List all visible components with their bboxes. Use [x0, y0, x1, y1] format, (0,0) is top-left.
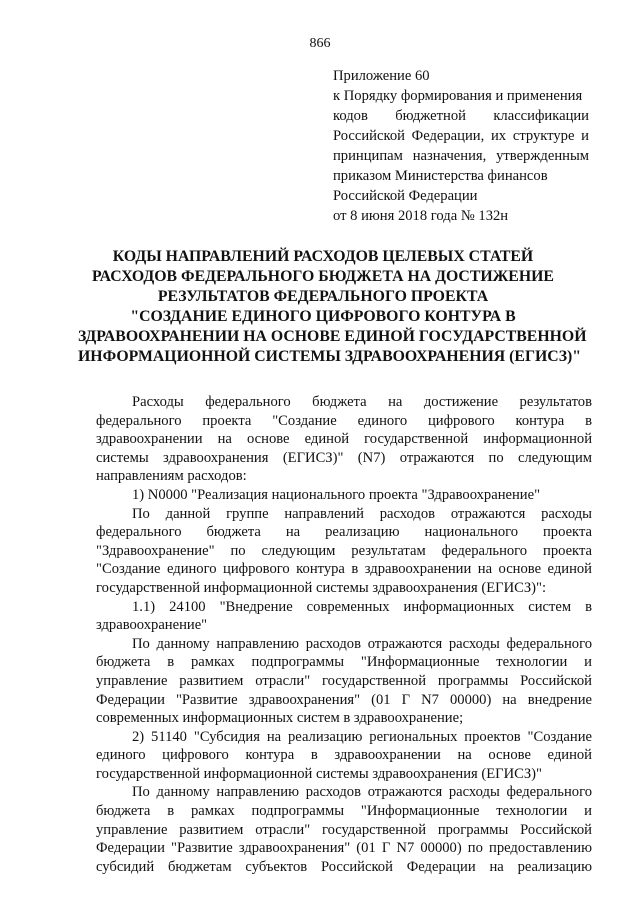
body-line: единого цифрового контура в здравоохранении на основе единой: [96, 747, 592, 764]
body-line: "Создание единого цифрового контура в здравоохранении на основе единой: [96, 561, 592, 578]
page-number: 866: [309, 36, 331, 51]
body-line: системы здравоохранения (ЕГИСЗ)" (N7) отражаются по следующим: [96, 449, 592, 466]
appendix-line: Российской Федерации, их структуре и: [333, 128, 589, 144]
title-line: ИНФОРМАЦИОННОЙ СИСТЕМЫ ЗДРАВООХРАНЕНИЯ (ЕГИСЗ)": [78, 348, 582, 365]
body-line: современных информационных систем в здравоохранение;: [96, 710, 464, 727]
body-line: государственной информационной системы здравоохранения (ЕГИСЗ)": [96, 765, 542, 782]
appendix-line: к Порядку формирования и применения: [333, 88, 583, 104]
title-line: "СОЗДАНИЕ ЕДИНОГО ЦИФРОВОГО КОНТУРА В: [130, 308, 516, 325]
body-line: направлениям расходов:: [96, 468, 247, 485]
body-line: Федерации "Развитие здравоохранения" (01 Г N7 00000) по предоставлению: [96, 840, 592, 857]
body-line: Федерации "Развитие здравоохранения" (01 Г N7 00000) на внедрение: [96, 691, 592, 708]
body-line: бюджета в рамках подпрограммы "Информационные технологии и: [96, 803, 592, 820]
body-line: управление развитием отрасли" государственной программы Российской: [96, 672, 592, 689]
body-line: субсидий бюджетам субъектов Российской Федерации на реализацию: [96, 858, 592, 875]
body-line: 1.1) 24100 "Внедрение современных информационных систем в: [132, 598, 592, 615]
body-line: По данному направлению расходов отражаются расходы федерального: [132, 635, 592, 652]
appendix-line: Российской Федерации: [333, 188, 478, 204]
body-line: государственной информационной системы здравоохранения (ЕГИСЗ)":: [96, 579, 547, 596]
body-line: здравоохранении на основе единой государственной информационной: [96, 431, 592, 448]
appendix-line: от 8 июня 2018 года № 132н: [333, 208, 509, 224]
body-line: федерального проекта "Создание единого цифрового контура в: [96, 412, 592, 429]
appendix-line: принципам назначения, утвержденным: [333, 148, 589, 164]
appendix-header: [333, 66, 589, 226]
document-title: [78, 247, 587, 367]
title-line: КОДЫ НАПРАВЛЕНИЙ РАСХОДОВ ЦЕЛЕВЫХ СТАТЕЙ: [112, 248, 534, 265]
body-line: управление развитием отрасли" государственной программы Российской: [96, 821, 592, 838]
appendix-line: Приложение 60: [333, 68, 430, 84]
body-line: По данной группе направлений расходов отражаются расходы: [132, 505, 592, 522]
body-line: "Здравоохранение" по следующим результатам федерального проекта: [96, 542, 592, 559]
appendix-line: приказом Министерства финансов: [333, 168, 548, 184]
title-line: ЗДРАВООХРАНЕНИИ НА ОСНОВЕ ЕДИНОЙ ГОСУДАРСТВЕННОЙ: [78, 328, 587, 345]
document-body: [96, 393, 592, 876]
body-line: По данному направлению расходов отражаются расходы федерального: [132, 784, 592, 801]
appendix-line: кодов бюджетной классификации: [333, 108, 589, 124]
body-line: 1) N0000 "Реализация национального проекта "Здравоохранение": [132, 486, 541, 503]
body-line: Расходы федерального бюджета на достижение результатов: [132, 394, 592, 410]
body-line: здравоохранение": [96, 617, 208, 634]
body-line: федерального бюджета на реализацию национального проекта: [96, 524, 592, 541]
body-line: бюджета в рамках подпрограммы "Информационные технологии и: [96, 654, 592, 671]
title-line: РЕЗУЛЬТАТОВ ФЕДЕРАЛЬНОГО ПРОЕКТА: [157, 288, 489, 305]
title-line: РАСХОДОВ ФЕДЕРАЛЬНОГО БЮДЖЕТА НА ДОСТИЖЕНИЕ: [92, 268, 554, 285]
body-line: 2) 51140 "Субсидия на реализацию региональных проектов "Создание: [132, 728, 592, 745]
